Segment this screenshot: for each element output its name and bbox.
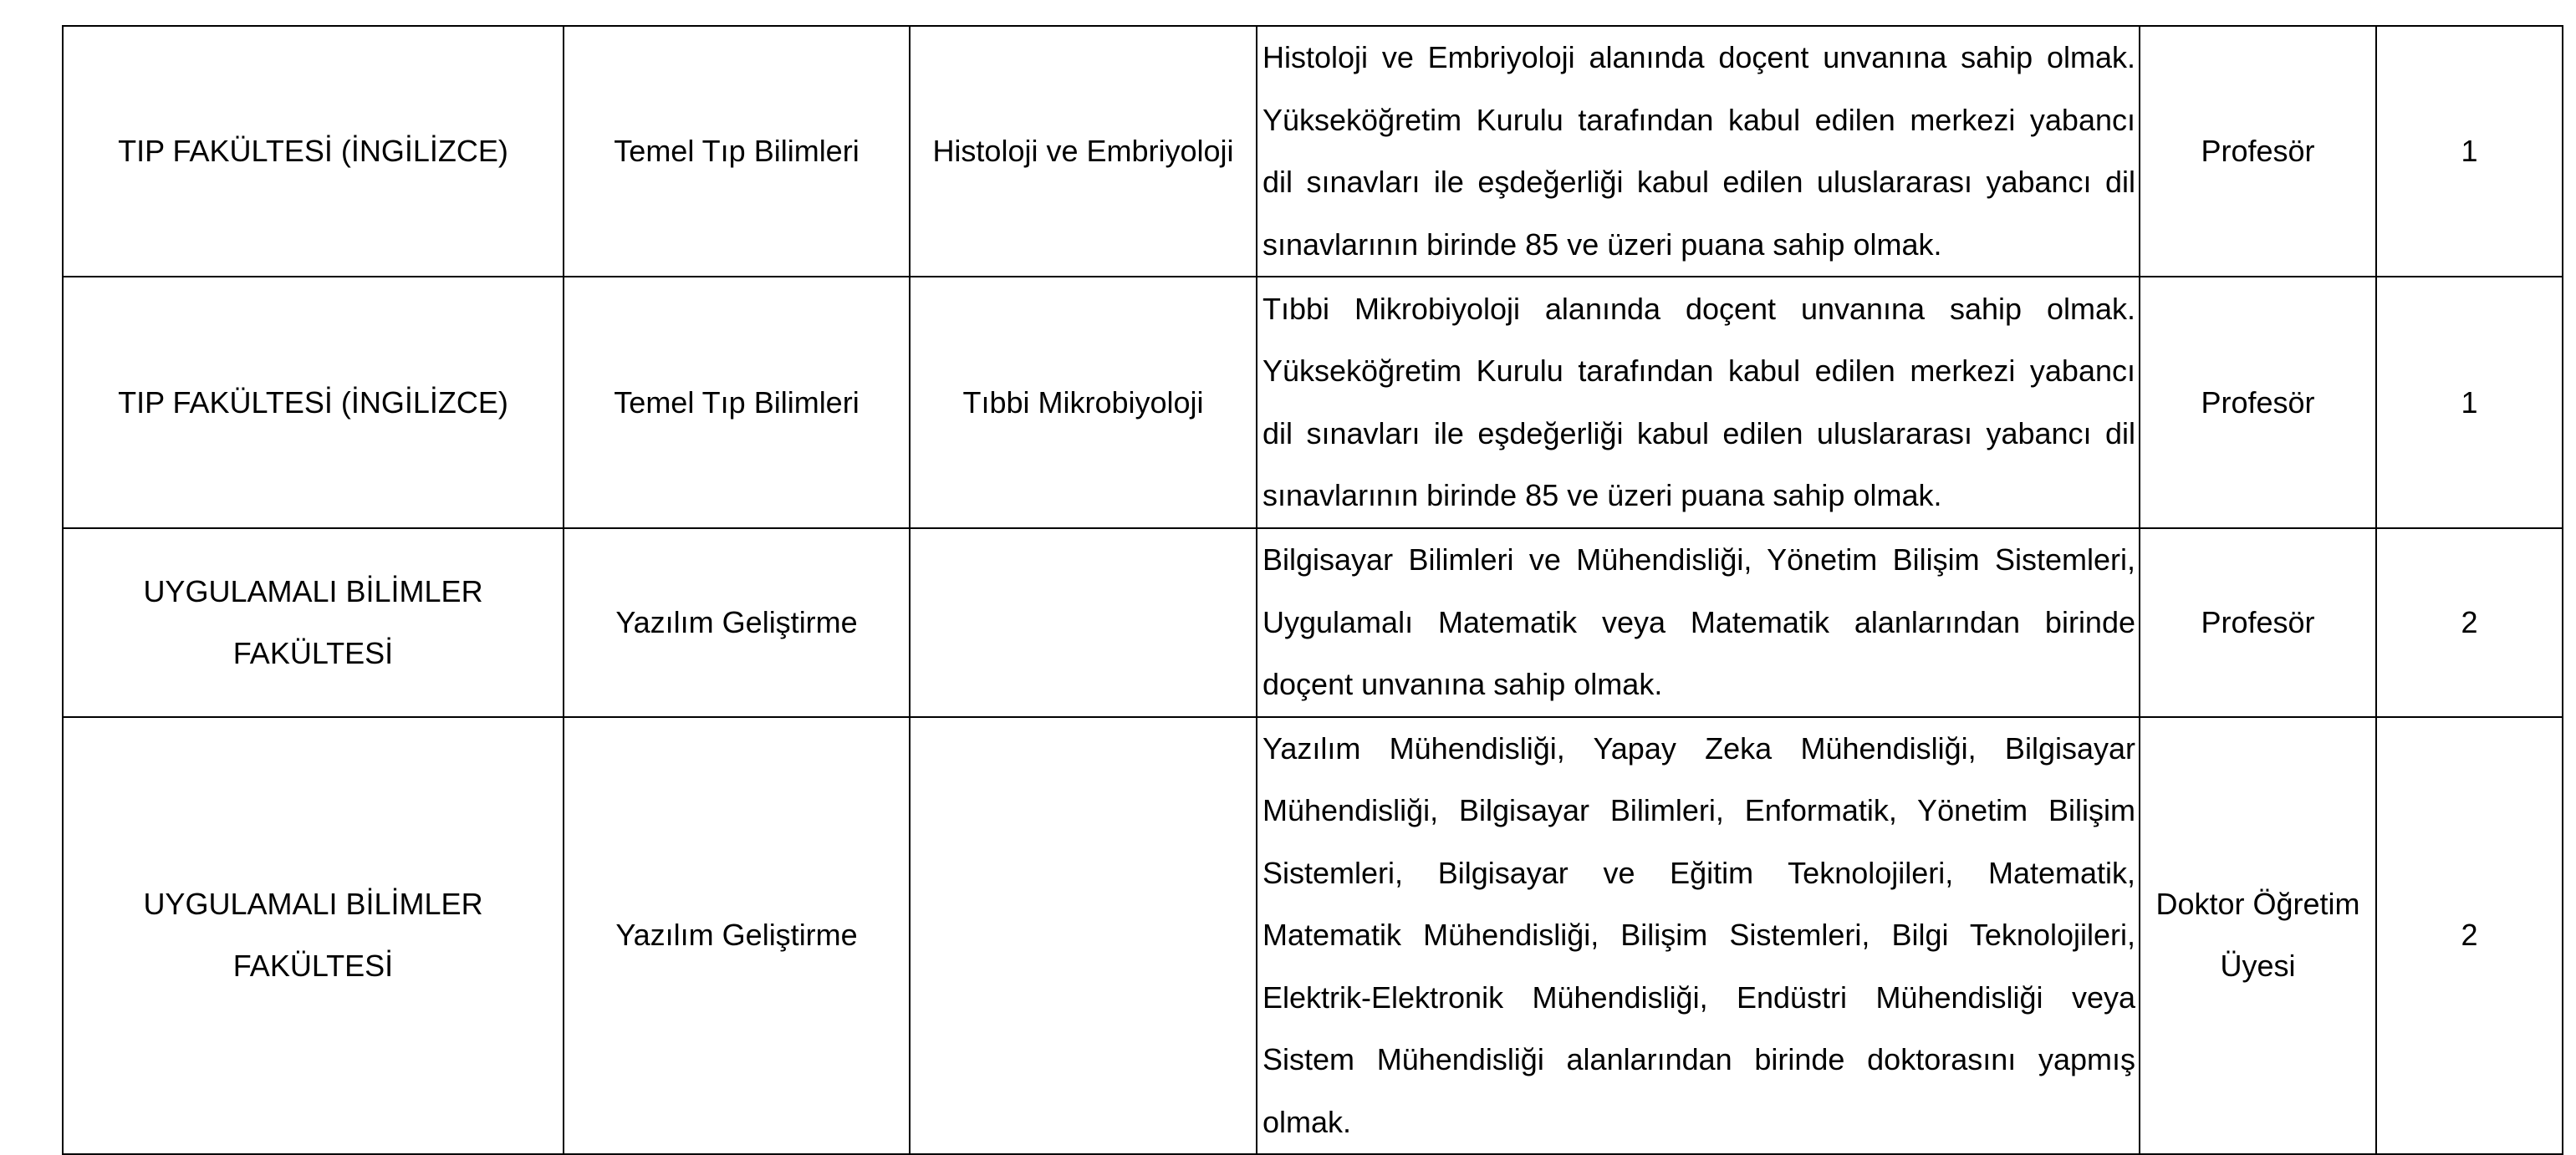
department-cell: Temel Tıp Bilimleri — [564, 26, 910, 277]
count-cell: 2 — [2376, 528, 2563, 717]
title-cell: Profesör — [2140, 528, 2376, 717]
discipline-cell — [910, 717, 1257, 1155]
title-cell: Profesör — [2140, 277, 2376, 528]
positions-table — [62, 25, 2563, 1155]
count-cell: 1 — [2376, 277, 2563, 528]
faculty-cell: TIP FAKÜLTESİ (İNGİLİZCE) — [63, 26, 564, 277]
discipline-cell: Histoloji ve Embriyoloji — [910, 26, 1257, 277]
conditions-cell: Yazılım Mühendisliği, Yapay Zeka Mühendisliği, Bilgisayar Mühendisliği, Bilgisayar Bilimleri, Enformatik, Yönetim Bilişim Sistemleri, Bilgisayar ve Eğitim Teknolojileri, Matematik, Matematik Mühendisliği, Bilişim Sistemleri, Bilgi Teknolojileri, Elektrik-Elektronik Mühendisliği, Endüstri Mühendisliği veya Sistem Mühendisliği alanlarından birinde doktorasını yapmış olmak. — [1257, 717, 2140, 1155]
discipline-cell — [910, 528, 1257, 717]
table-row — [63, 277, 2563, 528]
conditions-cell: Histoloji ve Embriyoloji alanında doçent unvanına sahip olmak. Yükseköğretim Kurulu tarafından kabul edilen merkezi yabancı dil sınavları ile eşdeğerliği kabul edilen uluslararası yabancı dil sınavlarının birinde 85 ve üzeri puana sahip olmak. — [1257, 26, 2140, 277]
faculty-cell: TIP FAKÜLTESİ (İNGİLİZCE) — [63, 277, 564, 528]
table-row — [63, 528, 2563, 717]
title-cell: Doktor Öğretim Üyesi — [2140, 717, 2376, 1155]
count-cell: 2 — [2376, 717, 2563, 1155]
department-cell: Yazılım Geliştirme — [564, 717, 910, 1155]
conditions-cell: Tıbbi Mikrobiyoloji alanında doçent unvanına sahip olmak. Yükseköğretim Kurulu tarafından kabul edilen merkezi yabancı dil sınavları ile eşdeğerliği kabul edilen uluslararası yabancı dil sınavlarının birinde 85 ve üzeri puana sahip olmak. — [1257, 277, 2140, 528]
title-cell: Profesör — [2140, 26, 2376, 277]
count-cell: 1 — [2376, 26, 2563, 277]
department-cell: Temel Tıp Bilimleri — [564, 277, 910, 528]
faculty-cell: UYGULAMALI BİLİMLER FAKÜLTESİ — [63, 717, 564, 1155]
table-row — [63, 717, 2563, 1155]
department-cell: Yazılım Geliştirme — [564, 528, 910, 717]
faculty-cell: UYGULAMALI BİLİMLER FAKÜLTESİ — [63, 528, 564, 717]
discipline-cell: Tıbbi Mikrobiyoloji — [910, 277, 1257, 528]
conditions-cell: Bilgisayar Bilimleri ve Mühendisliği, Yönetim Bilişim Sistemleri, Uygulamalı Matematik veya Matematik alanlarından birinde doçent unvanına sahip olmak. — [1257, 528, 2140, 717]
table-row — [63, 26, 2563, 277]
